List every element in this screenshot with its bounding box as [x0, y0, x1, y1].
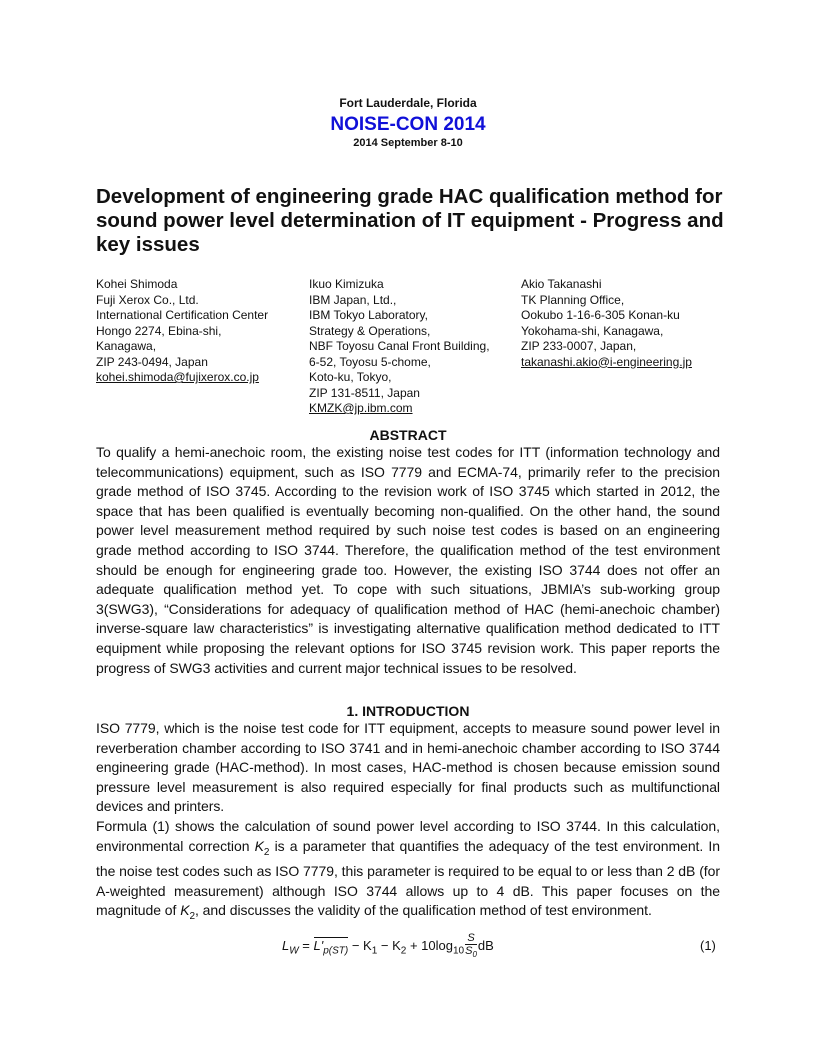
- author-line: Strategy & Operations,: [309, 323, 431, 338]
- intro-paragraph-1: ISO 7779, which is the noise test code for ITT equipment, accepts to measure sound power level in reverberation chamber according to ISO 3741 and in hemi-anechoic chamber according to ISO 3744 engineering grade (HAC-method). In most cases, HAC-method is chosen because emission sound pressure level measurement is also required especially for final products such as multifunctional devices and printers.: [96, 720, 720, 815]
- sound-power-formula: $L_W = L'_{p(ST)} - K_1 - K_2 + 10\log_{10}$ $\frac{S}{S_0}$ dB: [282, 932, 494, 960]
- abstract-text: [96, 443, 720, 678]
- author-email-link[interactable]: takanashi.akio@i-engineering.jp: [521, 354, 692, 369]
- conference-location: Fort Lauderdale, Florida: [339, 96, 477, 110]
- author-block-2: [309, 277, 490, 417]
- introduction-text: [96, 719, 720, 927]
- abstract-heading: ABSTRACT: [369, 427, 447, 443]
- intro-paragraph-2: Formula (1) shows the calculation of sound power level according to ISO 3744. In this calculation, environmental correction $K_2$ is a parameter that quantifies the adequacy of the test environment. In the noise test codes such as ISO 7779, this parameter is required to be equal to or less than 2 dB (for A-weighted measurement) although ISO 3744 allows up to 4 dB. This paper focuses on the magnitude of $K_2$, and discusses the validity of the qualification method of test environment.: [96, 817, 720, 922]
- conference-name: NOISE-CON 2014: [330, 114, 486, 135]
- author-line: Hongo 2274, Ebina-shi,: [96, 323, 222, 338]
- author-line: Kanagawa,: [96, 339, 157, 353]
- introduction-heading: 1. INTRODUCTION: [346, 703, 470, 719]
- formula-fraction: $\frac{S}{S_0}$: [465, 932, 477, 960]
- abstract-paragraph: To qualify a hemi-anechoic room, the existing noise test codes for ITT (information technology and telecommunications) equipment, such as ISO 7779 and ECMA-74, primarily refer to the precision grade method of ISO 3745. According to the revision work of ISO 3745 which started in 2012, the space that has been qualified is eventually becoming non-qualified. On the other hand, the sound power level measurement method required by such noise test codes is based on an engineering grade method according to ISO 3744. Therefore, the qualification method of the test environment should be enough for engineering grade too. However, the existing ISO 3744 does not offer an adequate qualification method yet. To cope with such situations, JBMIA’s sub-working group 3(SWG3), “Considerations for adequacy of qualification method of HAC (hemi-anechoic chamber) inverse-square law characteristics” is investigating alternative qualification method dedicated to ITT equipment while proposing the relevant options for ISO 3745 revision work. This paper reports the progress of SWG3 activities and current major technical issues to be resolved.: [96, 444, 720, 676]
- author-line: International Certification Center: [96, 308, 269, 322]
- author-line: Ikuo Kimizuka: [309, 277, 384, 291]
- author-line: Akio Takanashi: [521, 277, 602, 291]
- author-block-3: [521, 277, 692, 370]
- author-block-1: [96, 277, 268, 386]
- author-line: IBM Japan, Ltd.,: [309, 292, 397, 307]
- author-line: TK Planning Office,: [521, 292, 625, 307]
- author-line: Fuji Xerox Co., Ltd.: [96, 292, 199, 307]
- equation-number: (1): [700, 938, 716, 953]
- paper-title: Development of engineering grade HAC qualification method for sound power level determination of IT equipment - Progress and key issues: [96, 185, 724, 256]
- author-email-link[interactable]: kohei.shimoda@fujixerox.co.jp: [96, 370, 259, 384]
- author-line: Yokohama-shi, Kanagawa,: [521, 323, 664, 338]
- author-line: Ookubo 1-16-6-305 Konan-ku: [521, 308, 680, 322]
- author-line: Kohei Shimoda: [96, 277, 178, 291]
- author-email-link[interactable]: KMZK@jp.ibm.com: [309, 401, 413, 415]
- author-line: ZIP 131-8511, Japan: [309, 385, 420, 400]
- author-line: ZIP 233-0007, Japan,: [521, 339, 637, 353]
- author-line: ZIP 243-0494, Japan: [96, 354, 208, 369]
- author-line: 6-52, Toyosu 5-chome,: [309, 354, 431, 369]
- author-line: NBF Toyosu Canal Front Building,: [309, 339, 490, 353]
- author-line: Koto-ku, Tokyo,: [309, 370, 392, 384]
- conference-dates: 2014 September 8-10: [353, 137, 463, 149]
- author-line: IBM Tokyo Laboratory,: [309, 308, 428, 322]
